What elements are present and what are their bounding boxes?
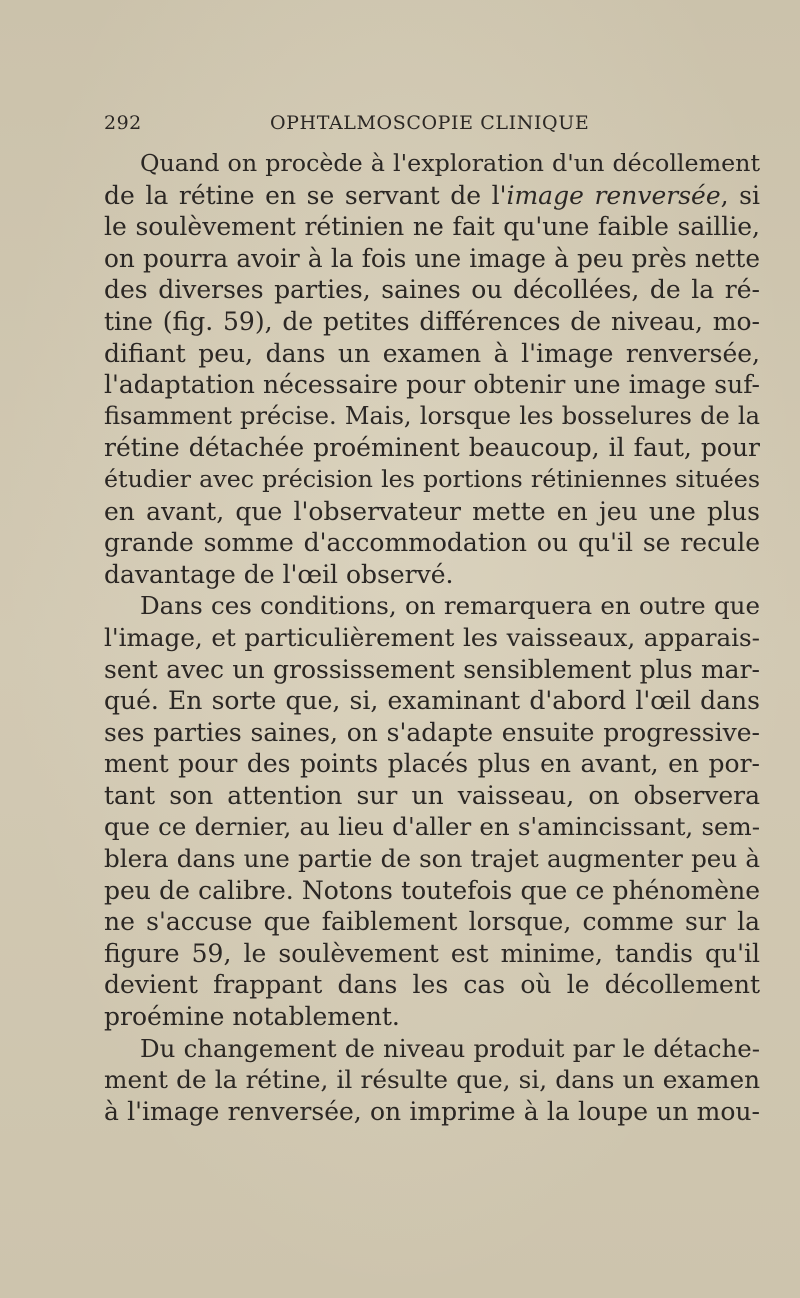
text-line: grande somme d'accommodation ou qu'il se recule [104, 528, 760, 558]
paragraph-3 [104, 1033, 760, 1128]
running-title: OPHTALMOSCOPIE CLINIQUE [270, 112, 590, 134]
page-header [104, 112, 676, 140]
page-number: 292 [104, 112, 142, 134]
text-line: Quand on procède à l'exploration d'un décollement [140, 149, 760, 177]
text-line: difiant peu, dans un examen à l'image renversée, [104, 338, 760, 368]
text-line: figure 59, le soulèvement est minime, tandis qu'il [104, 938, 760, 968]
text-line: proémine notablement. [104, 1002, 400, 1032]
text-line: ment de la rétine, il résulte que, si, dans un examen [104, 1065, 760, 1095]
text-line: ment pour des points placés plus en avant, en por- [104, 749, 760, 779]
text-line: ne s'accuse que faiblement lorsque, comme sur la [104, 907, 760, 937]
text-line: tine (fig. 59), de petites différences de niveau, mo- [104, 306, 760, 336]
body-text [104, 148, 760, 1127]
text-line: sent avec un grossissement sensiblement plus mar- [104, 654, 760, 684]
italic-phrase: image renversée [506, 180, 721, 210]
text-line: Dans ces conditions, on remarquera en outre que [140, 591, 760, 621]
text-line: tant son attention sur un vaisseau, on observera [104, 780, 760, 810]
text-line: de la rétine en se servant de l'image renversée, si [104, 180, 760, 210]
text-line: fisamment précise. Mais, lorsque les bosselures de la [104, 401, 760, 430]
text-line: blera dans une partie de son trajet augmenter peu à [104, 844, 760, 874]
text-line: étudier avec précision les portions rétiniennes situées [104, 464, 760, 493]
text-line: en avant, que l'observateur mette en jeu une plus [104, 496, 760, 526]
text-line: ses parties saines, on s'adapte ensuite progressive- [104, 717, 760, 747]
text-line: le soulèvement rétinien ne fait qu'une faible saillie, [104, 212, 760, 242]
text-line: on pourra avoir à la fois une image à peu près nette [104, 243, 760, 273]
text-line: des diverses parties, saines ou décollées, de la ré- [104, 275, 760, 305]
text-line: à l'image renversée, on imprime à la loupe un mou- [104, 1096, 760, 1126]
text-line: rétine détachée proéminent beaucoup, il faut, pour [104, 433, 760, 463]
text-line: qué. En sorte que, si, examinant d'abord l'œil dans [104, 686, 760, 716]
text-line: davantage de l'œil observé. [104, 559, 454, 589]
text-line: peu de calibre. Notons toutefois que ce phénomène [104, 875, 760, 905]
paragraph-1 [104, 148, 760, 590]
paragraph-2 [104, 590, 760, 1032]
text-line: l'image, et particulièrement les vaisseaux, apparais- [104, 622, 760, 652]
text-line: l'adaptation nécessaire pour obtenir une image suf- [104, 370, 760, 400]
text-line: Du changement de niveau produit par le détache- [140, 1033, 760, 1063]
text-line: devient frappant dans les cas où le décollement [104, 970, 760, 1000]
text-line: que ce dernier, au lieu d'aller en s'amincissant, sem- [104, 812, 760, 842]
